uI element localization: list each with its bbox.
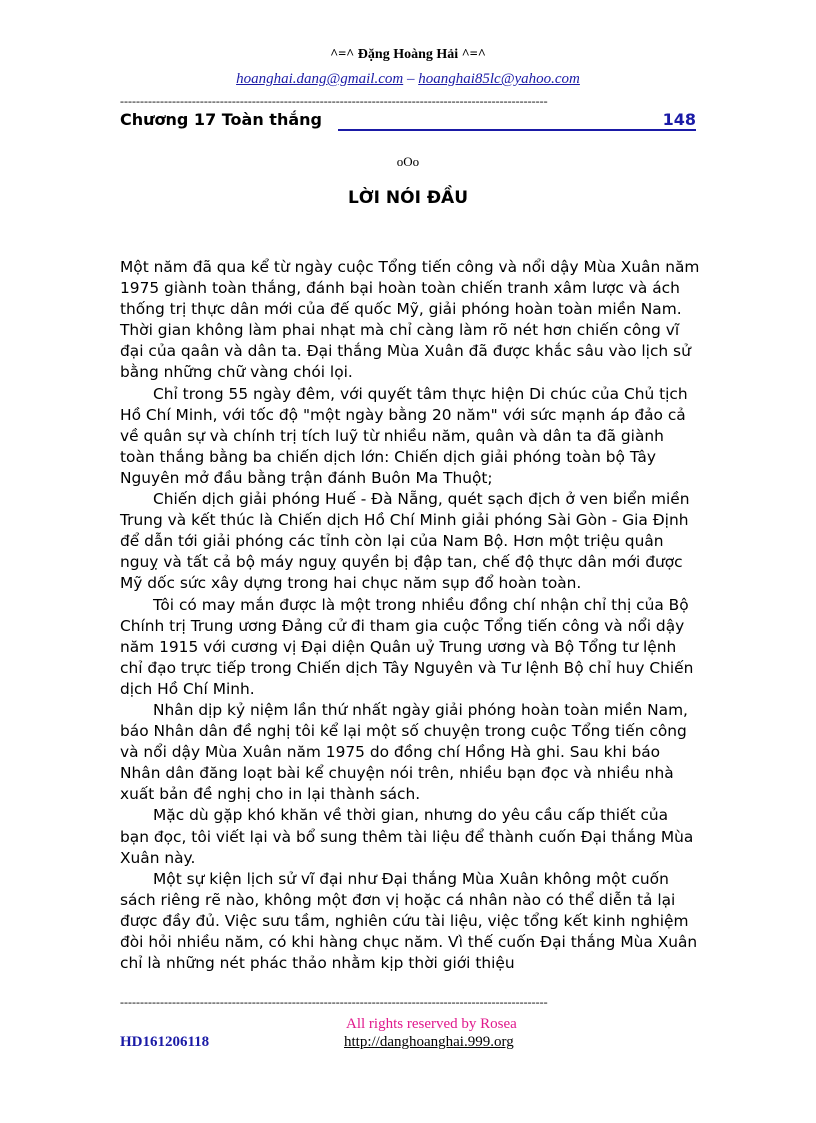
paragraph-2: Chỉ trong 55 ngày đêm, với quyết tâm thực hiện Di chúc của Chủ tịch Hồ Chí Minh, với tốc độ "một ngày bằng 20 năm" với sức mạnh áp đảo cả về quân sự và chính trị tích luỹ từ nhiều năm, quân và dân ta đã giành toàn thắng bằng ba chiến dịch lớn: Chiến dịch giải phóng toàn bộ Tây Nguyên mở đầu bằng trận đánh Buôn Ma Thuột; bbox=[120, 384, 688, 487]
paragraph-6: Mặc dù gặp khó khăn về thời gian, nhưng do yêu cầu cấp thiết của bạn đọc, tôi viết lại và bổ sung thêm tài liệu để thành cuốn Đại thắng Mùa Xuân này. bbox=[120, 806, 694, 867]
header-divider: ----------------------------------------------------------------------------------------------------------- bbox=[120, 95, 548, 107]
email-separator: – bbox=[403, 71, 419, 87]
toc-chapter-label[interactable]: Chương 17 Toàn thắng bbox=[120, 110, 322, 129]
footer-doc-id: HD161206118 bbox=[120, 1034, 210, 1050]
email-primary-link[interactable]: hoanghai.dang@gmail.com bbox=[236, 71, 404, 87]
email-secondary-link[interactable]: hoanghai85lc@yahoo.com bbox=[418, 71, 580, 87]
body-text bbox=[120, 257, 700, 974]
footer-divider: ----------------------------------------------------------------------------------------------------------- bbox=[120, 996, 548, 1008]
toc-entry[interactable] bbox=[120, 110, 696, 136]
ornament: oOo bbox=[396, 154, 420, 169]
paragraph-7: Một sự kiện lịch sử vĩ đại như Đại thắng Mùa Xuân không một cuốn sách riêng rẽ nào, không một đơn vị hoặc cá nhân nào có thể diễn tả lại được đầy đủ. Việc sưu tầm, nghiên cứu tài liệu, việc tổng kết kinh nghiệm đòi hỏi nhiều năm, có khi hàng chục năm. Vì thế cuốn Đại thắng Mùa Xuân chỉ là những nét phác thảo nhằm kịp thời giới thiệu bbox=[120, 869, 698, 973]
footer-url-link[interactable]: http://danghoanghai.999.org bbox=[344, 1034, 514, 1050]
header-emails bbox=[0, 71, 816, 88]
paragraph-3: Chiến dịch giải phóng Huế - Đà Nẵng, quét sạch địch ở ven biển miền Trung và kết thúc là Chiến dịch Hồ Chí Minh giải phóng Sài Gòn - Gia Định để dẫn tới giải phóng các tỉnh còn lại của Nam Bộ. Hơn một triệu quân nguỵ và tất cả bộ máy nguỵ quyền bị đập tan, chế độ thực dân mới được Mỹ dốc sức xây dựng trong hai chục năm sụp đổ hoàn toàn. bbox=[120, 490, 690, 593]
footer-rights: All rights reserved by Rosea bbox=[346, 1016, 517, 1032]
toc-leader-line bbox=[338, 129, 696, 131]
paragraph-5: Nhân dịp kỷ niệm lần thứ nhất ngày giải phóng hoàn toàn miền Nam, báo Nhân dân đề nghị tôi kể lại một số chuyện trong cuộc Tổng tiến công và nổi dậy Mùa Xuân năm 1975 do đồng chí Hồng Hà ghi. Sau khi báo Nhân dân đăng loạt bài kể chuyện nói trên, nhiều bạn đọc và nhiều nhà xuất bản đề nghị cho in lại thành sách. bbox=[120, 700, 688, 804]
paragraph-1: Một năm đã qua kể từ ngày cuộc Tổng tiến công và nổi dậy Mùa Xuân năm 1975 giành toàn thắng, đánh bại hoàn toàn chiến tranh xâm lược và ách thống trị thực dân mới của đế quốc Mỹ, giải phóng hoàn toàn miền Nam. Thời gian không làm phai nhạt mà chỉ càng làm rõ nét hơn chiến công vĩ đại của qaân và dân ta. Đại thắng Mùa Xuân đã được khắc sâu vào lịch sử bằng những chữ vàng chói lọi. bbox=[120, 258, 700, 382]
header-title: ^=^ Đặng Hoàng Hải ^=^ bbox=[330, 47, 486, 62]
paragraph-4: Tôi có may mắn được là một trong nhiều đồng chí nhận chỉ thị của Bộ Chính trị Trung ương Đảng cử đi tham gia cuộc Tổng tiến công và nổi dậy năm 1915 với cương vị Đại diện Quân uỷ Trung ương và Bộ Tổng tư lệnh chỉ đạo trực tiếp trong Chiến dịch Tây Nguyên và Tư lệnh Bộ chỉ huy Chiến dịch Hồ Chí Minh. bbox=[120, 595, 694, 698]
page-title: LỜI NÓI ĐẦU bbox=[347, 188, 469, 208]
toc-page-number[interactable]: 148 bbox=[662, 110, 696, 129]
